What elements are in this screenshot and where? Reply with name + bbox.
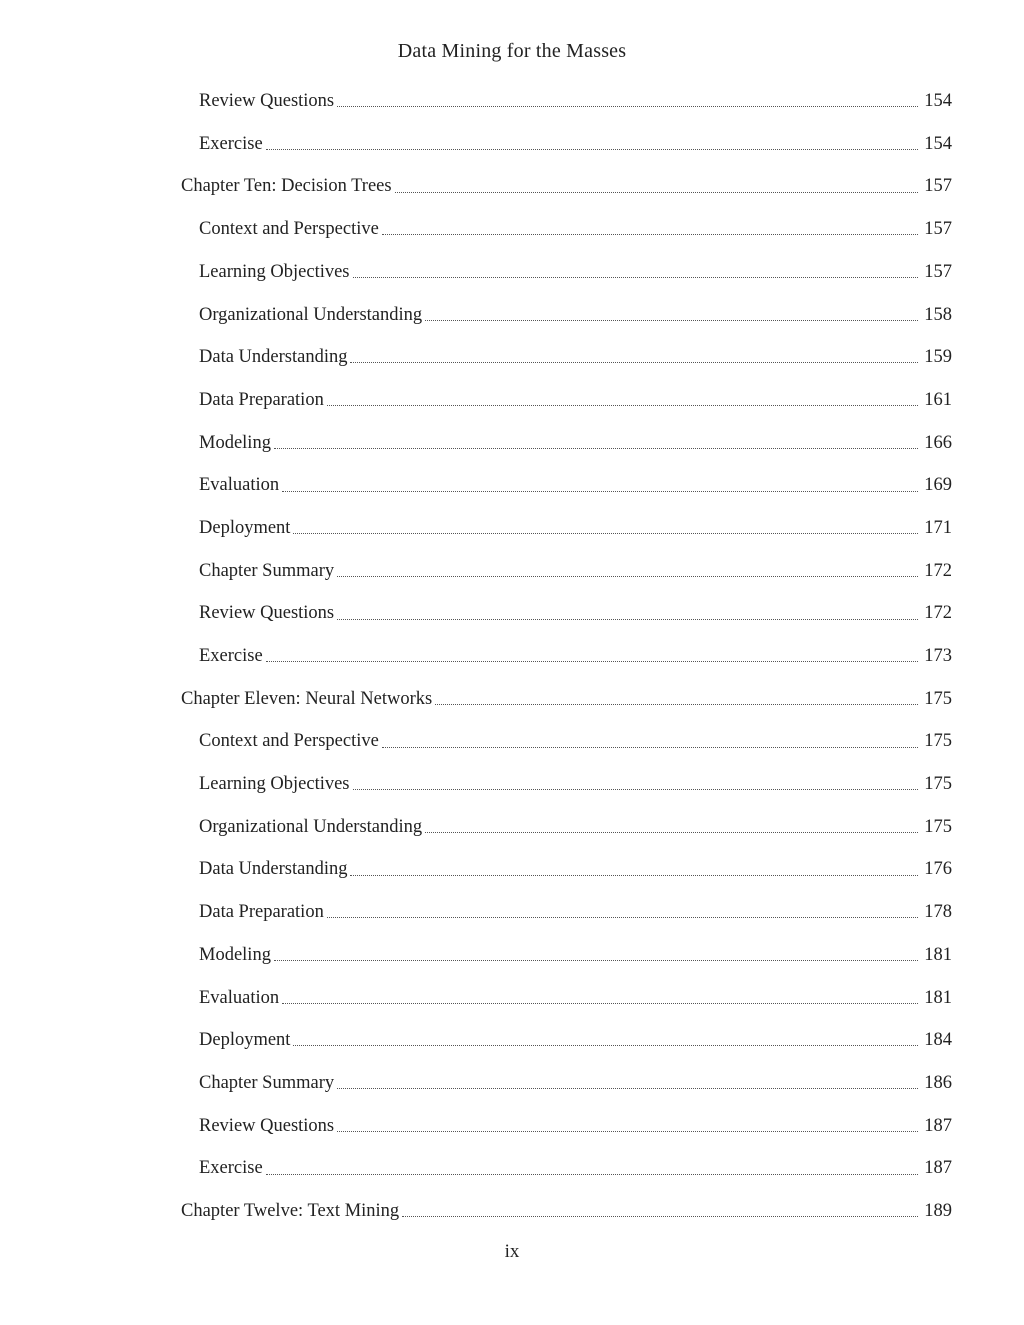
toc-entry-title: Chapter Ten: Decision Trees: [181, 176, 392, 197]
toc-entry-title: Exercise: [199, 646, 263, 667]
toc-entry-title: Review Questions: [199, 603, 335, 624]
toc-entry-title: Review Questions: [199, 1115, 335, 1136]
toc-entry-page: 189: [924, 1200, 952, 1221]
toc-entry-title: Exercise: [199, 1158, 263, 1179]
toc-entry-page: 172: [924, 560, 952, 581]
toc-entry-page: 181: [924, 987, 952, 1008]
toc-section-entry[interactable]: [181, 507, 952, 550]
toc-dot-leader: [266, 1173, 918, 1175]
toc-entry-title: Organizational Understanding: [199, 816, 423, 837]
toc-section-entry[interactable]: [181, 379, 952, 422]
toc-dot-leader: [266, 148, 918, 150]
toc-dot-leader: [337, 1130, 918, 1132]
toc-entry-title: Learning Objectives: [199, 261, 350, 282]
toc-dot-leader: [327, 916, 918, 918]
toc-entry-page: 187: [924, 1158, 952, 1179]
toc-entry-page: 173: [924, 646, 952, 667]
toc-section-entry[interactable]: [181, 891, 952, 934]
page-number: ix: [504, 1241, 520, 1262]
toc-section-entry[interactable]: [181, 208, 952, 251]
toc-section-entry[interactable]: [181, 123, 952, 166]
toc-entry-title: Data Preparation: [199, 389, 324, 410]
toc-section-entry[interactable]: [181, 635, 952, 678]
toc-dot-leader: [282, 1002, 918, 1004]
toc-dot-leader: [282, 490, 918, 492]
toc-section-entry[interactable]: [181, 1062, 952, 1105]
toc-entry-page: 175: [924, 731, 952, 752]
toc-entry-title: Chapter Twelve: Text Mining: [181, 1200, 400, 1221]
toc-dot-leader: [395, 191, 918, 193]
toc-dot-leader: [350, 874, 918, 876]
toc-section-entry[interactable]: [181, 720, 952, 763]
toc-section-entry[interactable]: [181, 293, 952, 336]
toc-entry-page: 175: [924, 688, 952, 709]
toc-entry-title: Data Preparation: [199, 902, 324, 923]
toc-dot-leader: [353, 788, 918, 790]
toc-entry-page: 157: [924, 176, 952, 197]
toc-section-entry[interactable]: [181, 934, 952, 977]
toc-entry-page: 186: [924, 1072, 952, 1093]
toc-entry-page: 161: [924, 389, 952, 410]
toc-section-entry[interactable]: [181, 464, 952, 507]
toc-entry-title: Data Understanding: [199, 859, 348, 880]
toc-entry-page: 169: [924, 475, 952, 496]
toc-dot-leader: [425, 831, 918, 833]
toc-entry-page: 159: [924, 347, 952, 368]
toc-entry-page: 181: [924, 944, 952, 965]
toc-dot-leader: [337, 618, 918, 620]
toc-dot-leader: [266, 660, 918, 662]
toc-dot-leader: [293, 1044, 918, 1046]
toc-entry-title: Learning Objectives: [199, 774, 350, 795]
toc-section-entry[interactable]: [181, 251, 952, 294]
toc-section-entry[interactable]: [181, 336, 952, 379]
toc-dot-leader: [425, 319, 918, 321]
toc-entry-page: 154: [924, 133, 952, 154]
toc-entry-title: Modeling: [199, 944, 271, 965]
toc-entry-title: Chapter Summary: [199, 560, 335, 581]
toc-entry-title: Context and Perspective: [199, 731, 379, 752]
toc-entry-page: 171: [924, 517, 952, 538]
toc-entry-page: 158: [924, 304, 952, 325]
toc-entry-page: 175: [924, 816, 952, 837]
toc-entry-title: Context and Perspective: [199, 219, 379, 240]
toc-section-entry[interactable]: [181, 1105, 952, 1148]
toc-dot-leader: [382, 746, 918, 748]
toc-entry-page: 176: [924, 859, 952, 880]
toc-entry-title: Chapter Eleven: Neural Networks: [181, 688, 433, 709]
toc-entry-page: 166: [924, 432, 952, 453]
toc-section-entry[interactable]: [181, 848, 952, 891]
toc-chapter-entry[interactable]: [181, 1190, 952, 1233]
toc-entry-page: 175: [924, 774, 952, 795]
toc-section-entry[interactable]: [181, 80, 952, 123]
running-header: Data Mining for the Masses: [397, 40, 627, 62]
toc-dot-leader: [382, 233, 918, 235]
table-of-contents: [181, 80, 952, 1233]
toc-dot-leader: [274, 447, 918, 449]
toc-chapter-entry[interactable]: [181, 678, 952, 721]
toc-dot-leader: [350, 361, 918, 363]
toc-entry-page: 184: [924, 1030, 952, 1051]
toc-entry-page: 154: [924, 91, 952, 112]
toc-section-entry[interactable]: [181, 550, 952, 593]
toc-entry-page: 157: [924, 261, 952, 282]
toc-section-entry[interactable]: [181, 806, 952, 849]
toc-entry-title: Modeling: [199, 432, 271, 453]
toc-entry-title: Deployment: [199, 517, 291, 538]
toc-entry-title: Review Questions: [199, 91, 335, 112]
toc-dot-leader: [274, 959, 918, 961]
toc-entry-title: Data Understanding: [199, 347, 348, 368]
toc-section-entry[interactable]: [181, 592, 952, 635]
toc-section-entry[interactable]: [181, 1147, 952, 1190]
toc-section-entry[interactable]: [181, 422, 952, 465]
toc-dot-leader: [337, 1087, 918, 1089]
toc-section-entry[interactable]: [181, 763, 952, 806]
toc-entry-title: Chapter Summary: [199, 1072, 335, 1093]
toc-entry-page: 187: [924, 1115, 952, 1136]
toc-entry-page: 178: [924, 902, 952, 923]
toc-dot-leader: [327, 404, 918, 406]
toc-entry-title: Evaluation: [199, 987, 280, 1008]
toc-dot-leader: [402, 1215, 918, 1217]
toc-entry-title: Deployment: [199, 1030, 291, 1051]
toc-entry-page: 172: [924, 603, 952, 624]
toc-entry-title: Organizational Understanding: [199, 304, 423, 325]
toc-dot-leader: [337, 105, 918, 107]
toc-dot-leader: [435, 703, 918, 705]
toc-section-entry[interactable]: [181, 976, 952, 1019]
toc-dot-leader: [337, 575, 918, 577]
toc-entry-title: Exercise: [199, 133, 263, 154]
toc-section-entry[interactable]: [181, 1019, 952, 1062]
toc-dot-leader: [293, 532, 918, 534]
toc-entry-title: Evaluation: [199, 475, 280, 496]
toc-entry-page: 157: [924, 219, 952, 240]
toc-dot-leader: [353, 276, 918, 278]
toc-chapter-entry[interactable]: [181, 165, 952, 208]
